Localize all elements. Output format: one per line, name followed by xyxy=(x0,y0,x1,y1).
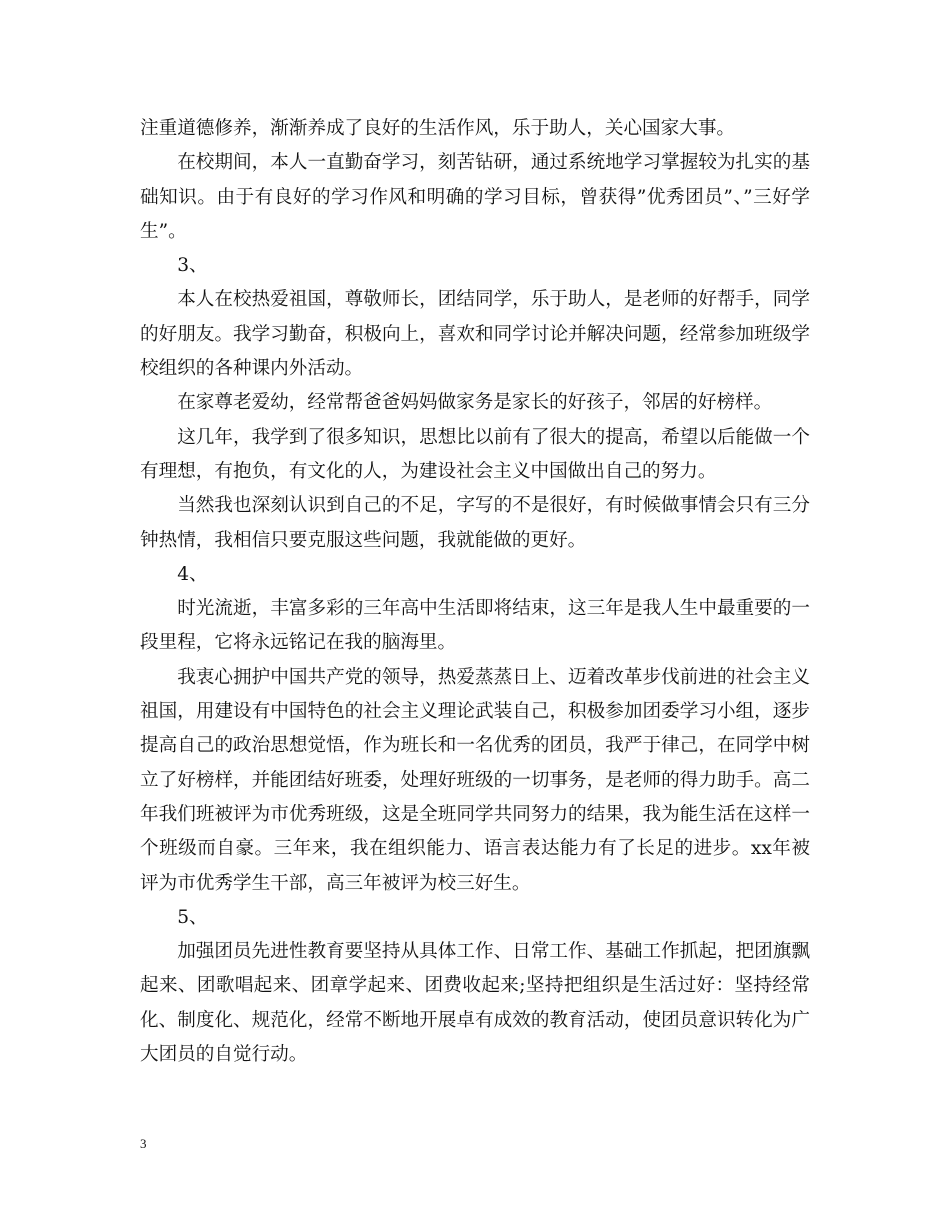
section-number: 5、 xyxy=(177,906,208,928)
section-number: 4、 xyxy=(177,563,208,585)
section-number: 3、 xyxy=(177,255,208,277)
paragraph: 时光流逝，丰富多彩的三年高中生活即将结束，这三年是我人生中最重要的一段里程，它将永远铭记在我的脑海里。 xyxy=(140,598,810,654)
page-number: 3 xyxy=(140,1136,147,1151)
paragraph: 注重道德修养，渐渐养成了良好的生活作风，乐于助人，关心国家大事。 xyxy=(140,118,736,139)
paragraph: 我衷心拥护中国共产党的领导，热爱蒸蒸日上、迈着改革步伐前进的社会主义祖国，用建设有中国特色的社会主义理论武装自己，积极参加团委学习小组，逐步提高自己的政治思想觉悟，作为班长和一名优秀的团员，我严于律己，在同学中树立了好榜样，并能团结好班委，处理好班级的一切事务，是老师的得力助手。高二年我们班被评为市优秀班级，这是全班同学共同努力的结果，我为能生活在这样一个班级而自豪。三年来，我在组织能力、语言表达能力有了长足的进步。xx年被评为市优秀学生干部，高三年被评为校三好生。 xyxy=(140,666,810,894)
paragraph: 这几年，我学到了很多知识，思想比以前有了很大的提高，希望以后能做一个有理想，有抱负，有文化的人，为建设社会主义中国做出自己的努力。 xyxy=(140,426,810,482)
paragraph: 当然我也深刻认识到自己的不足，字写的不是很好，有时候做事情会只有三分钟热情，我相信只要克服这些问题，我就能做的更好。 xyxy=(140,495,810,551)
paragraph: 加强团员先进性教育要坚持从具体工作、日常工作、基础工作抓起，把团旗飘起来、团歌唱起来、团章学起来、团费收起来;坚持把组织是生活过好：坚持经常化、制度化、规范化，经常不断地开展卓有成效的教育活动，使团员意识转化为广大团员的自觉行动。 xyxy=(140,941,810,1066)
document-body xyxy=(140,112,810,1072)
paragraph: 本人在校热爱祖国，尊敬师长，团结同学，乐于助人，是老师的好帮手，同学的好朋友。我学习勤奋，积极向上，喜欢和同学讨论并解决问题，经常参加班级学校组织的各种课内外活动。 xyxy=(140,289,810,380)
paragraph: 在家尊老爱幼，经常帮爸爸妈妈做家务是家长的好孩子，邻居的好榜样。 xyxy=(177,392,773,414)
paragraph: 在校期间，本人一直勤奋学习，刻苦钻研，通过系统地学习掌握较为扎实的基础知识。由于有良好的学习作风和明确的学习目标，曾获得”优秀团员”、”三好学生”。 xyxy=(140,152,810,242)
